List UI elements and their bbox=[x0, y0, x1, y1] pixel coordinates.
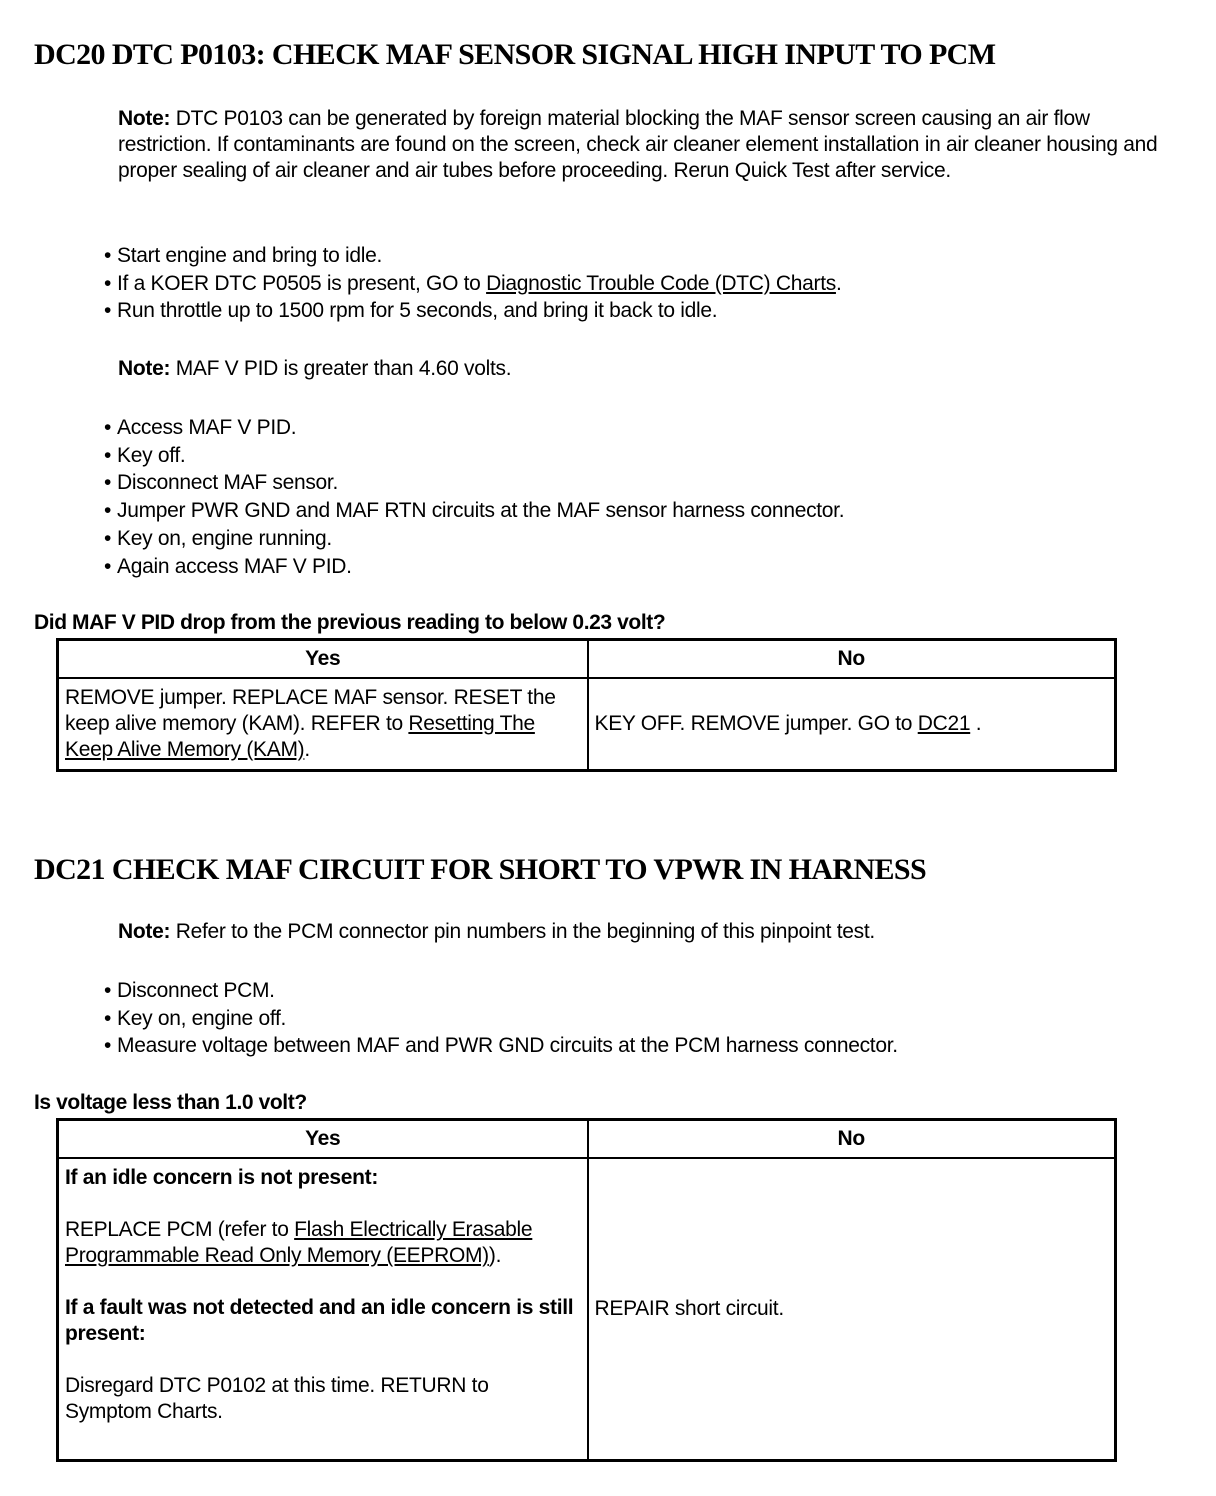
no-header: No bbox=[588, 640, 1116, 679]
fault-not-detected-heading: If a fault was not detected and an idle concern is still present: bbox=[65, 1296, 574, 1345]
dc20-result-table bbox=[56, 638, 1117, 772]
replace-pcm-text bbox=[65, 1217, 581, 1269]
table-header-row bbox=[58, 1120, 1116, 1159]
step-text: Start engine and bring to idle. bbox=[117, 244, 383, 267]
bullet-icon: • bbox=[104, 416, 112, 439]
list-item bbox=[104, 297, 841, 325]
dc20-question: Did MAF V PID drop from the previous reading to below 0.23 volt? bbox=[34, 611, 666, 634]
yes-header: Yes bbox=[58, 640, 588, 679]
bullet-icon: • bbox=[104, 1034, 112, 1058]
step-text: If a KOER DTC P0505 is present, GO to bbox=[117, 271, 487, 295]
dc21-result-table bbox=[56, 1118, 1117, 1462]
list-item bbox=[104, 270, 841, 298]
step-text: Access MAF V PID. bbox=[117, 416, 297, 439]
yes-header: Yes bbox=[58, 1120, 588, 1159]
note-label: Note: bbox=[118, 107, 171, 130]
bullet-icon: • bbox=[104, 526, 112, 550]
bullet-icon: • bbox=[104, 1006, 112, 1030]
list-item bbox=[104, 242, 841, 270]
list-item bbox=[104, 1005, 898, 1033]
dc20-title: DC20 DTC P0103: CHECK MAF SENSOR SIGNAL HIGH INPUT TO PCM bbox=[34, 38, 996, 71]
bullet-icon: • bbox=[104, 554, 112, 578]
no-suffix: . bbox=[970, 711, 982, 735]
yes-suffix: . bbox=[304, 737, 310, 761]
step-text: Disconnect PCM. bbox=[117, 979, 275, 1002]
no-cell: REPAIR short circuit. bbox=[588, 1158, 1116, 1460]
eeprom-link[interactable]: Flash Electrically Erasable Programmable Read Only Memory (EEPROM) bbox=[65, 1218, 533, 1267]
step-text: Key on, engine running. bbox=[117, 526, 332, 550]
idle-concern-heading: If an idle concern is not present: bbox=[65, 1166, 379, 1189]
table-header-row bbox=[58, 640, 1116, 679]
disregard-text: Disregard DTC P0102 at this time. RETURN to Symptom Charts. bbox=[65, 1374, 489, 1423]
step-text: Again access MAF V PID. bbox=[117, 554, 352, 578]
dc21-question: Is voltage less than 1.0 volt? bbox=[34, 1091, 307, 1114]
step-text: Run throttle up to 1500 rpm for 5 seconds, and bring it back to idle. bbox=[117, 299, 718, 323]
step-suffix: . bbox=[835, 271, 842, 295]
resetting-kam-link[interactable]: Resetting The Keep Alive Memory (KAM) bbox=[65, 711, 535, 761]
no-text: KEY OFF. REMOVE jumper. GO to bbox=[594, 711, 918, 735]
note-label: Note: bbox=[118, 920, 171, 943]
replace-pcm-prefix: REPLACE PCM (refer to bbox=[65, 1218, 295, 1241]
bullet-icon: • bbox=[104, 979, 112, 1002]
step-text: Key on, engine off. bbox=[117, 1006, 287, 1030]
table-row bbox=[58, 678, 1116, 770]
step-text: Key off. bbox=[117, 443, 186, 467]
bullet-icon: • bbox=[104, 499, 112, 523]
bullet-icon: • bbox=[104, 271, 112, 295]
note-label: Note: bbox=[118, 357, 171, 380]
bullet-icon: • bbox=[104, 244, 112, 267]
dc21-steps-list bbox=[104, 977, 898, 1060]
dc20-note bbox=[118, 106, 1188, 184]
dc20-steps-list bbox=[104, 242, 841, 325]
list-item bbox=[104, 525, 844, 553]
replace-pcm-suffix: ). bbox=[488, 1244, 502, 1267]
dtc-charts-link[interactable]: Diagnostic Trouble Code (DTC) Charts bbox=[486, 271, 836, 295]
note-text: MAF V PID is greater than 4.60 volts. bbox=[170, 357, 512, 380]
bullet-icon: • bbox=[104, 443, 112, 467]
yes-text: REMOVE jumper. REPLACE MAF sensor. RESET the keep alive memory (KAM). REFER to bbox=[65, 685, 556, 735]
yes-cell bbox=[58, 678, 588, 770]
list-item bbox=[104, 977, 898, 1005]
bullet-icon: • bbox=[104, 471, 112, 495]
yes-cell bbox=[58, 1158, 588, 1460]
no-header: No bbox=[588, 1120, 1116, 1159]
note-text: Refer to the PCM connector pin numbers in the beginning of this pinpoint test. bbox=[170, 920, 875, 943]
step-text: Measure voltage between MAF and PWR GND circuits at the PCM harness connector. bbox=[117, 1034, 898, 1058]
dc21-link[interactable]: DC21 bbox=[917, 711, 971, 735]
dc20-note-2 bbox=[118, 356, 1188, 382]
dc20-steps-list-2 bbox=[104, 414, 844, 580]
list-item bbox=[104, 442, 844, 470]
list-item bbox=[104, 497, 844, 525]
list-item bbox=[104, 414, 844, 442]
bullet-icon: • bbox=[104, 299, 112, 323]
note-text: DTC P0103 can be generated by foreign material blocking the MAF sensor screen causing an air flow restriction. If contaminants are found on the screen, check air cleaner element installation in air cleaner housing and proper sealing of air cleaner and air tubes before proceeding. Rerun Quick Test after service. bbox=[118, 107, 1158, 182]
list-item bbox=[104, 1032, 898, 1060]
list-item bbox=[104, 553, 844, 581]
step-text: Jumper PWR GND and MAF RTN circuits at the MAF sensor harness connector. bbox=[117, 499, 845, 523]
table-row bbox=[58, 1158, 1116, 1460]
no-cell bbox=[588, 678, 1116, 770]
dc21-note bbox=[118, 919, 1188, 945]
step-text: Disconnect MAF sensor. bbox=[117, 471, 338, 495]
list-item bbox=[104, 469, 844, 497]
dc21-title: DC21 CHECK MAF CIRCUIT FOR SHORT TO VPWR IN HARNESS bbox=[34, 853, 927, 886]
